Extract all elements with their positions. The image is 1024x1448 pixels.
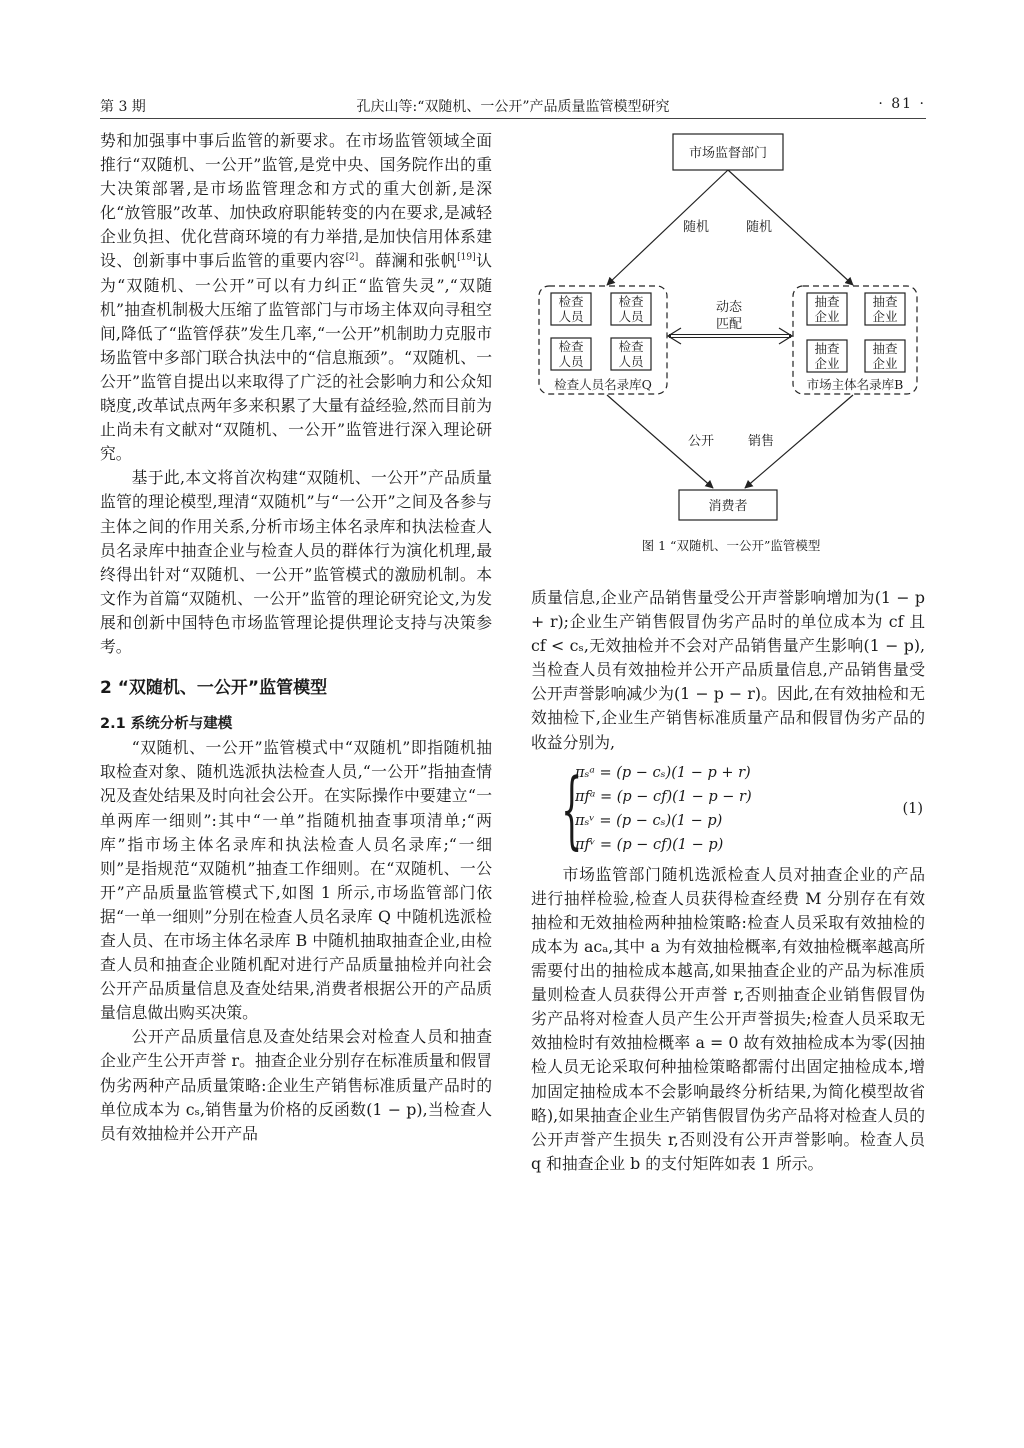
enterprise-pool-label: 市场主体名录库B xyxy=(806,377,904,392)
equation-brace: { xyxy=(561,759,583,858)
random-label-right: 随机 xyxy=(745,220,773,235)
equation-1 xyxy=(531,759,925,859)
paragraph: 市场监管部门随机选派检查人员对抽查企业的产品进行抽样检验,检查人员获得检查经费 M 分别存在有效抽检和无效抽检两种抽检策略:检查人员采取有效抽检的成本为 acₐ,其中 a 为有效抽检概率,有效抽检概率越高所需要付出的抽检成本越高,如果抽查企业的产品为标准质量则检查人员获得公开声誉 r,否则抽查企业销售假冒伪劣产品将对检查人员产生公开声誉损失;检查人员采取无效抽检时有效抽检概率 a = 0 故有效抽检成本为零(因抽检人员无论采取何种抽检策略都需付出固定抽检成本,增加固定抽检成本不会影响最终分析结果,为简化模型故省略),如果抽查企业生产销售假冒伪劣产品将对检查人员的公开声誉产生损失 r,否则没有公开声誉影响。检查人员 q 和抽查企业 b 的支付矩阵如表 1 所示。 xyxy=(531,864,925,1173)
equation-line: πfᵛ = (p − cf)(1 − p) xyxy=(575,836,724,853)
equation-line: πₛᵛ = (p − cₛ)(1 − p) xyxy=(575,812,723,829)
match-label: 匹配 xyxy=(715,317,743,332)
inspector-item-label: 人员 xyxy=(558,354,584,369)
inspector-item-label: 人员 xyxy=(558,309,584,324)
issue-number: 第 3 期 xyxy=(100,99,146,115)
paragraph: 公开产品质量信息及查处结果会对检查人员和抽查企业产生公开声誉 r。抽查企业分别存在标准质量和假冒伪劣两种产品质量策略:企业生产销售标准质量产品时的单位成本为 cₛ,销售量为价格的反函数(1 − p),当检查人员有效抽检并公开产品 xyxy=(100,1027,492,1143)
figure-caption: 图 1 “双随机、一公开”监管模型 xyxy=(641,538,821,553)
equation-line: πₛᵃ = (p − cₛ)(1 − p + r) xyxy=(575,764,751,781)
regulator-label: 市场监督部门 xyxy=(688,146,768,161)
header-rule xyxy=(100,118,926,119)
equation-line: πfᵃ = (p − cf)(1 − p − r) xyxy=(575,788,752,805)
paragraph: “双随机、一公开”监管模式中“双随机”即指随机抽取检查对象、随机选派执法检查人员,“一公开”指抽查情况及查处结果及时向社会公开。在实际操作中要建立“一单两库一细则”:其中“一单”指随机抽查事项清单;“两库”指市场主体名录库和执法检查人员名录库;“一细则”是指规范“双随机”抽查工作细则。在“双随机、一公开”产品质量监管模式下,如图 1 所示,市场监管部门依据“一单一细则”分别在检查人员名录库 Q 中随机选派检查人员、在市场主体名录库 B 中随机抽取抽查企业,由检查人员和抽查企业随机配对进行产品质量抽检并向社会公开产品质量信息及查处结果,消费者根据公开的产品质量信息做出购买决策。 xyxy=(100,738,492,1023)
enterprise-item-label: 企业 xyxy=(872,309,898,324)
inspector-item-label: 检查 xyxy=(558,339,584,354)
subsection-heading: 2.1 系统分析与建模 xyxy=(100,716,233,733)
section-heading: 2 “双随机、一公开”监管模型 xyxy=(100,678,328,699)
enterprise-item-label: 企业 xyxy=(872,356,898,371)
random-arrow-left xyxy=(607,170,728,285)
enterprise-item-label: 企业 xyxy=(814,309,840,324)
right-column xyxy=(531,586,925,1176)
enterprise-item-label: 抽查 xyxy=(814,294,840,309)
publicity-label: 公开 xyxy=(687,434,715,449)
inspector-pool-label: 检查人员名录库Q xyxy=(554,377,652,392)
enterprise-item-label: 抽查 xyxy=(872,341,898,356)
running-header xyxy=(100,96,926,116)
inspector-item-label: 人员 xyxy=(618,354,644,369)
page-number: · 81 · xyxy=(878,96,926,112)
enterprise-item-label: 抽查 xyxy=(814,341,840,356)
inspector-item-label: 检查 xyxy=(558,294,584,309)
sales-label: 销售 xyxy=(747,434,775,449)
left-column xyxy=(100,129,492,1146)
paragraph: 基于此,本文将首次构建“双随机、一公开”产品质量监管的理论模型,理清“双随机”与“一公开”之间及各参与主体之间的作用关系,分析市场主体名录库和执法检查人员名录库中抽查企业与检查人员的群体行为演化机理,最终得出针对“双随机、一公开”监管模式的激励机制。本文作为首篇“双随机、一公开”监管的理论研究论文,为发展和创新中国特色市场监管理论提供理论支持与决策参考。 xyxy=(100,468,492,656)
inspector-item-label: 人员 xyxy=(618,309,644,324)
inspector-item-label: 检查 xyxy=(618,339,644,354)
match-label: 动态 xyxy=(715,300,743,315)
equation-number: (1) xyxy=(902,800,923,817)
citation: [2] xyxy=(345,253,359,264)
citation: [19] xyxy=(457,253,476,264)
paragraph: 质量信息,企业产品销售量受公开声誉影响增加为(1 − p + r);企业生产销售假冒伪劣产品时的单位成本为 cf 且 cf < cₛ,无效抽检并不会对产品销售量产生影响(1 − p),当检查人员有效抽检并公开产品质量信息,产品销售量受公开声誉影响减少为(1 − p − r)。因此,在有效抽检和无效抽检下,企业生产销售标准质量产品和假冒伪劣产品的收益分别为, xyxy=(531,588,925,752)
enterprise-item-label: 抽查 xyxy=(872,294,898,309)
running-title: 孔庆山等:“双随机、一公开”产品质量监管模型研究 xyxy=(356,99,670,115)
consumer-label: 消费者 xyxy=(708,499,748,514)
inspector-item-label: 检查 xyxy=(618,294,644,309)
random-label-left: 随机 xyxy=(682,220,710,235)
figure-1-diagram xyxy=(531,128,925,568)
paragraph: 势和加强事中事后监管的新要求。在市场监管领域全面推行“双随机、一公开”监管,是党中央、国务院作出的重大决策部署,是市场监管理念和方式的重大创新,是深化“放管服”改革、加快政府职能转变的内在要求,是减轻企业负担、优化营商环境的有力举措,是加快信用体系建设、创新事中事后监管的重要内容[2]。薛澜和张帆[19]认为“双随机、一公开”可以有力纠正“监管失灵”,“双随机”抽查机制极大压缩了监管部门与市场主体双向寻租空间,降低了“监管俘获”发生几率,“一公开”机制助力克服市场监管中多部门联合执法中的“信息瓶颈”。“双随机、一公开”监管自提出以来取得了广泛的社会影响力和公众知晓度,改革试点两年多来积累了大量有益经验,然而目前为止尚未有文献对“双随机、一公开”监管进行深入理论研究。 xyxy=(100,131,492,464)
enterprise-item-label: 企业 xyxy=(814,356,840,371)
